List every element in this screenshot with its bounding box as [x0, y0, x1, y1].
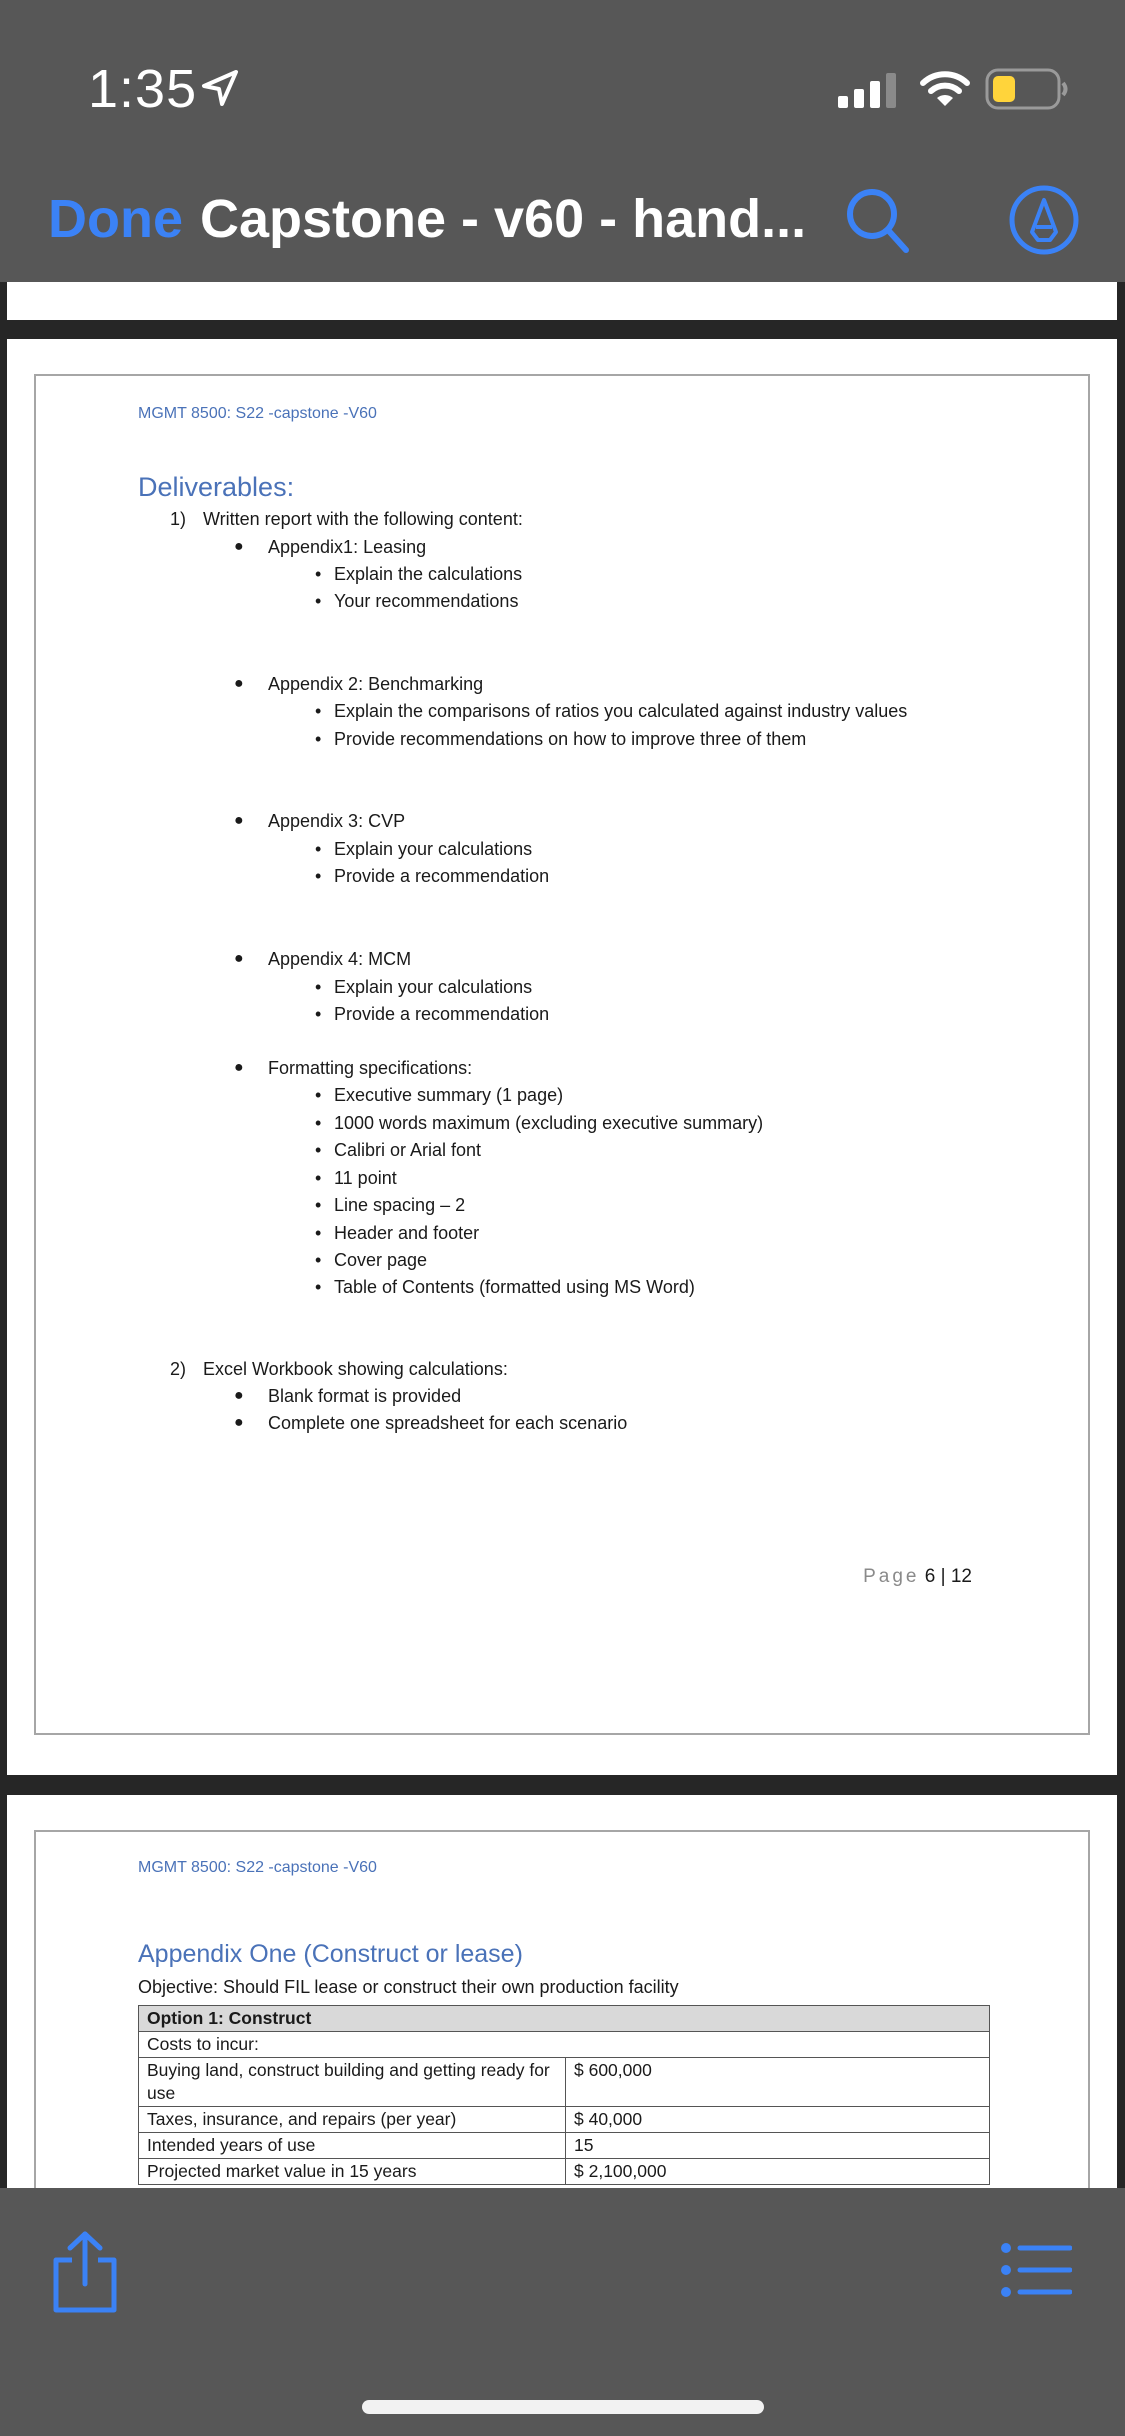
table-row: [139, 2133, 990, 2159]
bullet-dot: •: [315, 701, 322, 721]
formatting-title: Formatting specifications:: [268, 1058, 473, 1078]
page-number-label: Page: [863, 1566, 920, 1587]
bullet: ●: [234, 675, 244, 692]
table-row: [139, 2107, 990, 2133]
table-cell-value: $ 2,100,000: [566, 2159, 990, 2185]
appendix4-title: Appendix 4: MCM: [268, 949, 412, 969]
appendix2-sub-1: Explain the comparisons of ratios you calculated against industry values: [334, 701, 908, 721]
bullet: ●: [234, 1414, 244, 1431]
list-outline-icon[interactable]: [1000, 2240, 1072, 2300]
appendix1-title: Appendix1: Leasing: [268, 537, 427, 557]
bullet: ●: [234, 1059, 244, 1076]
appendix1-sub-1: Explain the calculations: [334, 564, 523, 584]
wifi-icon: [920, 70, 970, 108]
appendix3-sub-1: Explain your calculations: [334, 839, 533, 859]
page-number-total: 12: [950, 1566, 972, 1587]
page-number: [863, 1566, 972, 1588]
bullet-dot: •: [315, 1250, 322, 1270]
appendix3-sub-2: Provide a recommendation: [334, 866, 550, 886]
bottom-toolbar: [0, 2188, 1125, 2436]
appendix3-title: Appendix 3: CVP: [268, 811, 406, 831]
bullet-dot: •: [315, 1085, 322, 1105]
bullet-dot: •: [315, 1277, 322, 1297]
page-number-current: 6: [924, 1566, 936, 1587]
item-text: Written report with the following content:: [203, 509, 523, 529]
table-row: [139, 2058, 990, 2107]
construct-table: [138, 2005, 990, 2185]
table-subhead-cell: Costs to incur:: [139, 2032, 990, 2058]
bullet: ●: [234, 538, 244, 555]
cellular-signal-icon: [838, 72, 900, 108]
table-cell-value: $ 40,000: [566, 2107, 990, 2133]
markup-pen-icon[interactable]: [1004, 180, 1084, 260]
page-number-separator: |: [940, 1566, 946, 1587]
appendix4-sub-1: Explain your calculations: [334, 977, 533, 997]
item-text: Excel Workbook showing calculations:: [203, 1359, 508, 1379]
table-cell-label: Intended years of use: [139, 2133, 566, 2159]
page-header: MGMT 8500: S22 -capstone -V60: [138, 405, 377, 422]
bullet-dot: •: [315, 1113, 322, 1133]
table-header-row: [139, 2006, 990, 2032]
bullet-dot: •: [315, 564, 322, 584]
formatting-sub-6: Header and footer: [334, 1223, 480, 1243]
table-header-cell: Option 1: Construct: [139, 2006, 990, 2032]
document-page-7: [7, 1795, 1117, 2188]
battery-low-icon: [985, 68, 1069, 110]
document-page-6: [7, 339, 1117, 1775]
formatting-sub-3: Calibri or Arial font: [334, 1140, 482, 1160]
formatting-sub-5: Line spacing – 2: [334, 1195, 466, 1215]
status-bar: [0, 0, 1125, 160]
bullet-dot: •: [315, 1195, 322, 1215]
status-time: 1:35: [88, 59, 198, 119]
previous-page-edge: [7, 282, 1117, 320]
objective-text: Objective: Should FIL lease or construct their own production facility: [138, 1977, 679, 1997]
table-row: [139, 2032, 990, 2058]
table-cell-label: Projected market value in 15 years: [139, 2159, 566, 2185]
home-indicator[interactable]: [362, 2400, 764, 2414]
document-title: Capstone - v60 - hand...: [200, 189, 807, 249]
bullet-dot: •: [315, 1140, 322, 1160]
page-header: MGMT 8500: S22 -capstone -V60: [138, 1859, 377, 1876]
share-icon[interactable]: [50, 2230, 120, 2314]
item2-sub-2: Complete one spreadsheet for each scenario: [268, 1413, 628, 1433]
appendix-heading: Appendix One (Construct or lease): [138, 1940, 523, 1968]
appendix4-sub-2: Provide a recommendation: [334, 1004, 550, 1024]
item-number: 2): [170, 1359, 187, 1379]
formatting-sub-1: Executive summary (1 page): [334, 1085, 564, 1105]
bullet: ●: [234, 950, 244, 967]
bullet-dot: •: [315, 1004, 322, 1024]
bullet-dot: •: [315, 729, 322, 749]
table-cell-value: $ 600,000: [566, 2058, 990, 2107]
formatting-sub-2: 1000 words maximum (excluding executive summary): [334, 1113, 764, 1133]
table-cell-value: 15: [566, 2133, 990, 2159]
deliverables-heading: Deliverables:: [138, 472, 295, 502]
appendix2-sub-2: Provide recommendations on how to improve three of them: [334, 729, 807, 749]
formatting-sub-7: Cover page: [334, 1250, 428, 1270]
bullet-dot: •: [315, 1168, 322, 1188]
bullet-dot: •: [315, 977, 322, 997]
table-row: [139, 2159, 990, 2185]
formatting-sub-4: 11 point: [334, 1168, 397, 1188]
bullet: ●: [234, 1387, 244, 1404]
item2-sub-1: Blank format is provided: [268, 1386, 462, 1406]
appendix1-sub-2: Your recommendations: [334, 591, 519, 611]
done-button[interactable]: Done: [48, 189, 183, 249]
appendix2-title: Appendix 2: Benchmarking: [268, 674, 484, 694]
formatting-sub-8: Table of Contents (formatted using MS Word): [334, 1277, 695, 1297]
bullet-dot: •: [315, 866, 322, 886]
bullet-dot: •: [315, 839, 322, 859]
document-viewer[interactable]: [0, 282, 1125, 2188]
nav-bar: [0, 160, 1125, 282]
item-number: 1): [170, 509, 187, 529]
bullet-dot: •: [315, 1223, 322, 1243]
bullet: ●: [234, 812, 244, 829]
bullet-dot: •: [315, 591, 322, 611]
table-cell-label: Buying land, construct building and getting ready for use: [139, 2058, 566, 2107]
search-icon[interactable]: [838, 180, 918, 260]
table-cell-label: Taxes, insurance, and repairs (per year): [139, 2107, 566, 2133]
location-arrow-icon: [200, 68, 240, 108]
